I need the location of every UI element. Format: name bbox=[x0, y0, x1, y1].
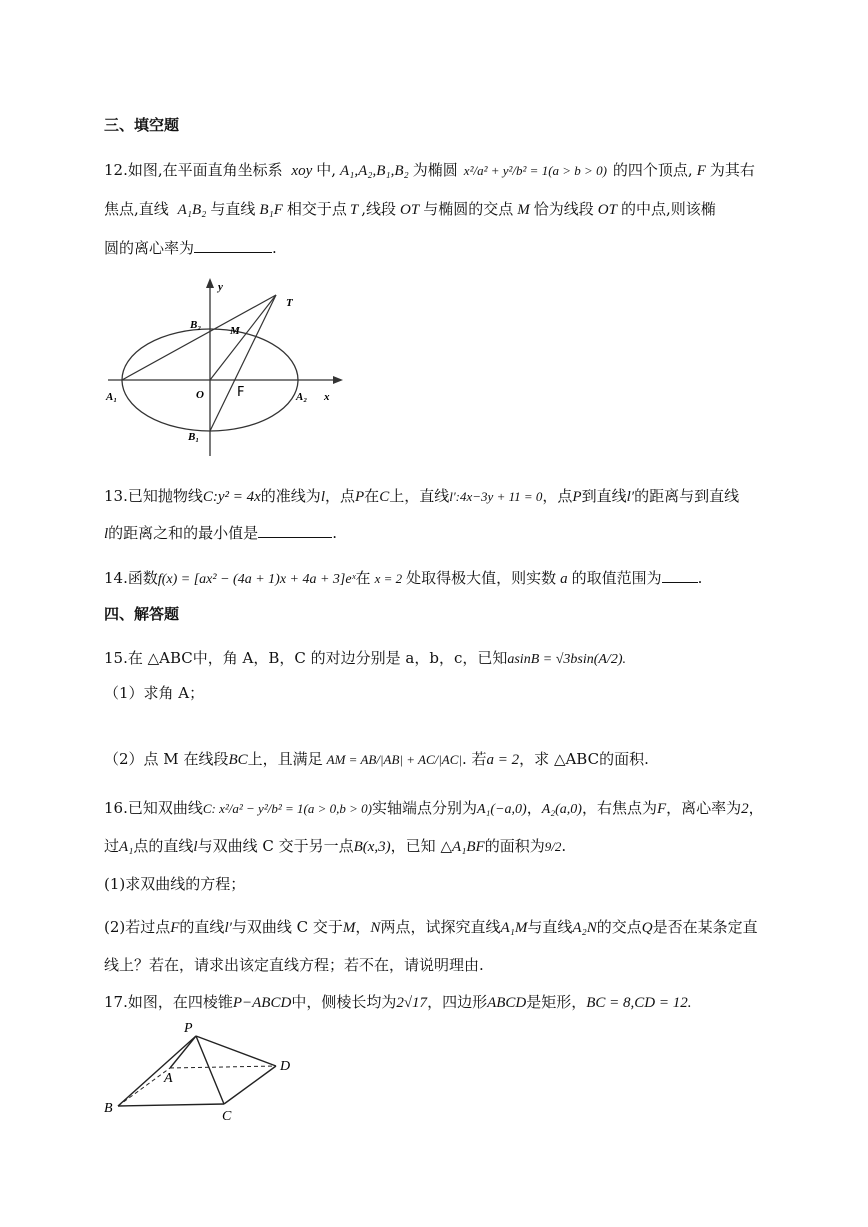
q13-math: P bbox=[572, 489, 582, 505]
q16-math: A₁(−a,0) bbox=[476, 802, 527, 817]
label-a: A bbox=[164, 1071, 173, 1086]
q13-text: ，点 bbox=[542, 487, 573, 505]
q15-text: ，求 △ABC的面积. bbox=[519, 750, 649, 768]
q14-function: f(x) = [ax² − (4a + 1)x + 4a + 3]eˣ bbox=[157, 572, 356, 587]
q14-math: a bbox=[560, 571, 568, 587]
q17-text: 中，侧棱长均为 bbox=[291, 993, 397, 1011]
q13-text: 的准线为 bbox=[260, 487, 321, 505]
q17-text: 是矩形， bbox=[526, 993, 587, 1011]
q14-math: x = 2 bbox=[374, 571, 403, 586]
q12-math: A₁B₂ bbox=[177, 202, 207, 218]
edge-pc bbox=[196, 1036, 224, 1104]
label-o: O bbox=[196, 389, 204, 401]
q15-vector-equation: AM = AB/|AB| + AC/|AC| bbox=[326, 752, 462, 767]
q12-math: A₁,A₂,B₁,B₂ bbox=[340, 163, 409, 179]
q16-text: 与双曲线 C 交于另一点 bbox=[197, 837, 354, 855]
q13-math: C bbox=[379, 489, 390, 505]
q12-line-3: 圆的离心率为 . bbox=[104, 239, 277, 257]
y-axis-arrow-icon bbox=[206, 278, 214, 288]
q15-text: （2）点 M 在线段 bbox=[104, 750, 229, 768]
q12-text: 与椭圆的交点 bbox=[423, 200, 514, 218]
edge-pd bbox=[196, 1036, 276, 1066]
line-a1-t bbox=[122, 295, 276, 380]
label-f: F bbox=[237, 385, 245, 400]
q15-line-1 bbox=[104, 648, 626, 670]
q17-line bbox=[104, 992, 692, 1013]
section-title-fill-in: 三、填空题 bbox=[104, 116, 180, 134]
q16-part-2-line-1 bbox=[104, 917, 758, 938]
q13-text: 的距离之和的最小值是 bbox=[108, 524, 259, 542]
label-b2: B₂ bbox=[190, 319, 202, 331]
x-axis-arrow-icon bbox=[333, 376, 343, 384]
q16-text: ， bbox=[526, 799, 542, 817]
section-title-answer: 四、解答题 bbox=[104, 605, 180, 623]
q12-text: 为椭圆 bbox=[412, 161, 458, 179]
q12-math: F bbox=[696, 163, 706, 179]
q15-text: 15.在 △ABC中，角 A，B，C 的对边分别是 a，b，c，已知 bbox=[104, 649, 508, 667]
q12-math: B₁F bbox=[259, 202, 283, 218]
q12-text: ,线段 bbox=[361, 200, 397, 218]
q12-ellipse-figure bbox=[100, 270, 360, 460]
q16-math: N bbox=[370, 920, 381, 936]
q12-line-2 bbox=[104, 199, 716, 220]
q17-text: 17.如图，在四棱锥 bbox=[104, 993, 233, 1011]
q16-math: l bbox=[193, 839, 198, 855]
q16-math: A₂N bbox=[572, 920, 597, 936]
q16-hyperbola-equation: C: x²/a² − y²/b² = 1(a > 0,b > 0) bbox=[202, 801, 372, 816]
q13-math: l′ bbox=[626, 489, 635, 505]
q13-math: l bbox=[104, 526, 109, 542]
q15-text: . 若 bbox=[462, 750, 487, 768]
q16-text: 的直线 bbox=[179, 918, 225, 936]
q12-text: 的中点,则该椭 bbox=[620, 200, 716, 218]
q13-line-equation: l′:4x−3y + 11 = 0 bbox=[449, 489, 543, 504]
q13-text: ，点 bbox=[324, 487, 355, 505]
q15-condition: asinB = √3bsin(A/2). bbox=[507, 652, 626, 667]
q12-math: OT bbox=[400, 202, 420, 218]
q13-math: l bbox=[320, 489, 325, 505]
q16-text: 与双曲线 C 交于 bbox=[231, 918, 343, 936]
q12-text: 的四个顶点, bbox=[612, 161, 693, 179]
q12-text: 12.如图,在平面直角坐标系 bbox=[104, 161, 283, 179]
q16-text: ，已知 △ bbox=[390, 837, 452, 855]
q15-part-2 bbox=[104, 749, 649, 770]
q12-text: 相交于点 bbox=[286, 200, 347, 218]
q15-text: 上，且满足 bbox=[247, 750, 323, 768]
q17-text: ，四边形 bbox=[427, 993, 488, 1011]
q14-text: 处取得极大值，则实数 bbox=[406, 569, 557, 587]
edge-bc bbox=[118, 1104, 224, 1106]
q16-text: 过 bbox=[104, 837, 120, 855]
q12-text: 中, bbox=[316, 161, 337, 179]
q16-math: Q bbox=[641, 920, 653, 936]
answer-blank bbox=[258, 523, 332, 538]
q16-text: 点的直线 bbox=[133, 837, 194, 855]
edge-cd bbox=[224, 1066, 276, 1104]
line-b1-t bbox=[210, 295, 276, 431]
q13-text: 上，直线 bbox=[389, 487, 450, 505]
edge-pb bbox=[118, 1036, 196, 1106]
q13-text: 在 bbox=[364, 487, 380, 505]
label-t: T bbox=[286, 297, 293, 309]
q13-text: 到直线 bbox=[581, 487, 627, 505]
q13-math: C:y² = 4x bbox=[202, 489, 261, 505]
q14-text: 14.函数 bbox=[104, 569, 158, 587]
q16-text: 是否在某条定直 bbox=[652, 918, 758, 936]
q12-math: xoy bbox=[291, 163, 313, 179]
q12-math: T bbox=[349, 202, 359, 218]
edge-ab-hidden bbox=[118, 1068, 170, 1106]
q16-text: ， bbox=[748, 799, 764, 817]
q16-math: 2 bbox=[741, 801, 749, 817]
q16-math: A₁BF bbox=[451, 839, 485, 855]
q16-math: A₁ bbox=[119, 839, 134, 855]
label-c: C bbox=[222, 1109, 232, 1124]
q16-text: 16.已知双曲线 bbox=[104, 799, 203, 817]
q16-math: F bbox=[170, 920, 180, 936]
q15-math: BC bbox=[228, 752, 248, 768]
label-b: B bbox=[104, 1101, 113, 1116]
q16-text: 的交点 bbox=[596, 918, 642, 936]
q13-line-2: l的距离之和的最小值是 . bbox=[104, 524, 337, 542]
edge-ad-hidden bbox=[170, 1066, 276, 1068]
q12-ellipse-equation: x²/a² + y²/b² = 1(a > b > 0) bbox=[463, 163, 607, 178]
q13-text: 13.已知抛物线 bbox=[104, 487, 203, 505]
answer-blank bbox=[194, 238, 272, 253]
q16-text: 实轴端点分别为 bbox=[371, 799, 477, 817]
q17-math: BC = 8,CD = 12. bbox=[586, 995, 692, 1011]
q17-math: P−ABCD bbox=[232, 995, 292, 1011]
label-y: y bbox=[218, 281, 223, 293]
q16-line-2 bbox=[104, 836, 566, 857]
label-x: x bbox=[324, 391, 330, 403]
edge-pa bbox=[170, 1036, 196, 1068]
q16-math: M bbox=[342, 920, 356, 936]
q16-text: ，右焦点为 bbox=[581, 799, 657, 817]
q16-part-2-line-2: 线上？若在，请求出该定直线方程；若不在，请说明理由. bbox=[104, 956, 484, 974]
q15-math: a = 2 bbox=[486, 752, 520, 768]
label-d: D bbox=[280, 1059, 291, 1074]
q16-text: (2)若过点 bbox=[104, 918, 171, 936]
q12-math: OT bbox=[597, 202, 617, 218]
q16-math: A₁M bbox=[500, 920, 528, 936]
q13-text: 的距离与到直线 bbox=[634, 487, 740, 505]
answer-blank bbox=[662, 568, 698, 583]
q16-text: 与直线 bbox=[527, 918, 573, 936]
label-a1: A₁ bbox=[106, 391, 118, 403]
q13-line-1 bbox=[104, 486, 739, 507]
label-a2: A₂ bbox=[296, 391, 308, 403]
q14-text: 的取值范围为 bbox=[571, 569, 662, 587]
q16-math: F bbox=[656, 801, 667, 817]
q16-text: 的面积为 bbox=[484, 837, 545, 855]
q15-part-1: （1）求角 A； bbox=[104, 684, 205, 702]
label-b1: B₁ bbox=[188, 431, 200, 443]
segment-o-t bbox=[210, 295, 276, 380]
q16-line-1 bbox=[104, 798, 764, 820]
q12-text: 与直线 bbox=[210, 200, 256, 218]
q16-text: ，离心率为 bbox=[666, 799, 742, 817]
q16-math: 9/2 bbox=[544, 839, 562, 854]
q12-text: 为其右 bbox=[709, 161, 755, 179]
label-p: P bbox=[184, 1021, 193, 1036]
q17-math: ABCD bbox=[487, 995, 527, 1011]
q16-math: B(x,3) bbox=[353, 839, 391, 855]
q16-text: ， bbox=[355, 918, 371, 936]
q16-math: l′ bbox=[224, 920, 232, 936]
q12-text: 恰为线段 bbox=[533, 200, 594, 218]
q16-part-1: (1)求双曲线的方程； bbox=[104, 875, 246, 893]
q12-text: 焦点,直线 bbox=[104, 200, 169, 218]
q14-line: 14.函数f(x) = [ax² − (4a + 1)x + 4a + 3]eˣ在 x = 2 处取得极大值，则实数 a 的取值范围为 . bbox=[104, 569, 703, 587]
q16-text: 两点，试探究直线 bbox=[380, 918, 501, 936]
q12-text: 圆的离心率为 bbox=[104, 239, 195, 257]
label-m: M bbox=[230, 325, 240, 337]
q13-math: P bbox=[355, 489, 365, 505]
q16-math: A₂(a,0) bbox=[541, 802, 582, 817]
q14-text: 在 bbox=[355, 569, 371, 587]
q17-math: 2√17 bbox=[396, 995, 428, 1011]
q12-line-1 bbox=[104, 160, 755, 181]
q16-text: . bbox=[561, 837, 567, 855]
q17-pyramid-figure bbox=[98, 1018, 308, 1128]
q12-math: M bbox=[517, 202, 530, 218]
